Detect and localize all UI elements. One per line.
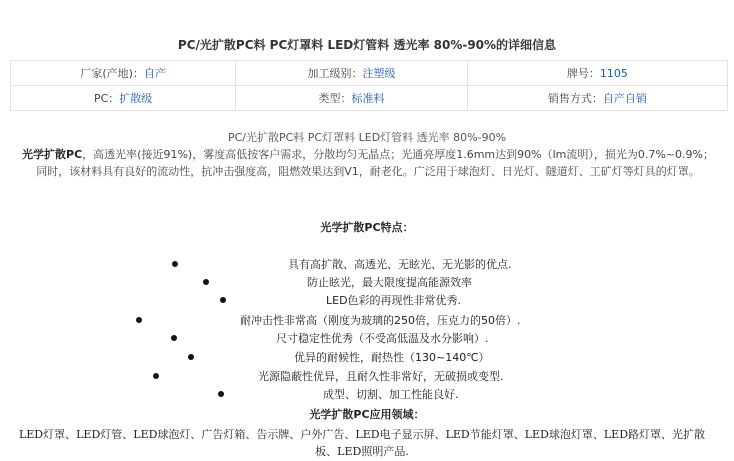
- feature-text: 成型、切割、加工性能良好.: [323, 388, 459, 401]
- cell-label: 牌号：: [566, 67, 600, 80]
- feature-item: [0, 349, 734, 367]
- feature-text: 防止眩光，最大限度提高能源效率: [307, 276, 472, 289]
- bullet-icon: [171, 335, 177, 341]
- table-cell: [11, 61, 236, 86]
- table-cell: [467, 61, 727, 86]
- cell-value[interactable]: 1105: [599, 67, 628, 80]
- cell-value[interactable]: 扩散级: [119, 92, 153, 105]
- table-cell: [11, 86, 236, 111]
- bullet-icon: [153, 373, 159, 379]
- description-lead: 光学扩散PC: [22, 148, 83, 161]
- bullet-icon: [218, 391, 224, 397]
- product-subtitle: PC/光扩散PC料 PC灯罩料 LED灯管料 透光率 80%-90%: [227, 131, 507, 144]
- feature-item: [0, 312, 734, 330]
- description-text: ，高透光率(接近91%)，雾度高低按客户需求，分散均匀无晶点；光通亮厚度1.6mm达到90%（lm流明），损光为0.7%~0.9%；同时，该材料具有良好的流动性，抗冲击强度高，阻燃效果达到V1，耐老化。广泛用于球泡灯、日光灯、隧道灯、工矿灯等灯具的灯罩。: [36, 148, 714, 178]
- feature-text: 具有高扩散、高透光、无眩光、无光影的优点.: [288, 258, 512, 271]
- feature-text: 尺寸稳定性优秀（不受高低温及水分影响）.: [276, 332, 489, 345]
- bullet-icon: [203, 279, 209, 285]
- table-row: [11, 61, 728, 86]
- feature-item: [0, 292, 734, 310]
- feature-text: 光源隐蔽性优异，且耐久性非常好，无破损或变型.: [258, 370, 504, 383]
- bullet-icon: [172, 261, 178, 267]
- cell-value[interactable]: 注塑级: [362, 67, 396, 80]
- applications-text: LED灯罩、LED灯管、LED球泡灯、广告灯箱、告示牌、户外广告、LED电子显示屏、LED节能灯罩、LED球泡灯罩、LED路灯罩、光扩散板、LED照明产品.: [18, 428, 706, 458]
- feature-item: [0, 386, 734, 404]
- table-cell: [236, 61, 468, 86]
- feature-item: [0, 330, 734, 348]
- cell-value[interactable]: 自产自销: [602, 92, 647, 105]
- bullet-icon: [220, 297, 226, 303]
- bullet-icon: [136, 317, 142, 323]
- feature-text: 优异的耐候性，耐热性（130~140℃）: [294, 351, 490, 364]
- cell-value[interactable]: 标准料: [351, 92, 385, 105]
- cell-label: 销售方式：: [547, 92, 603, 105]
- feature-item: [0, 256, 734, 274]
- features-title: 光学扩散PC特点：: [320, 221, 414, 234]
- cell-label: 类型：: [318, 92, 352, 105]
- applications-title: 光学扩散PC应用领域：: [309, 408, 425, 421]
- cell-value[interactable]: 自产: [143, 67, 166, 80]
- feature-text: 耐冲击性非常高（刚度为玻璃的250倍，压克力的50倍）.: [240, 314, 521, 327]
- feature-text: LED色彩的再现性非常优秀.: [326, 294, 462, 307]
- table-cell: [236, 86, 468, 111]
- cell-label: PC：: [93, 92, 120, 105]
- bullet-icon: [188, 354, 194, 360]
- feature-item: [0, 274, 734, 292]
- table-cell: [467, 86, 727, 111]
- product-description: [18, 146, 718, 180]
- page-title: PC/光扩散PC料 PC灯罩料 LED灯管料 透光率 80%-90%的详细信息: [177, 38, 557, 52]
- cell-label: 厂家(产地)：: [80, 67, 144, 80]
- cell-label: 加工级别：: [307, 67, 363, 80]
- info-table: [10, 60, 728, 111]
- table-row: [11, 86, 728, 111]
- feature-item: [0, 368, 734, 386]
